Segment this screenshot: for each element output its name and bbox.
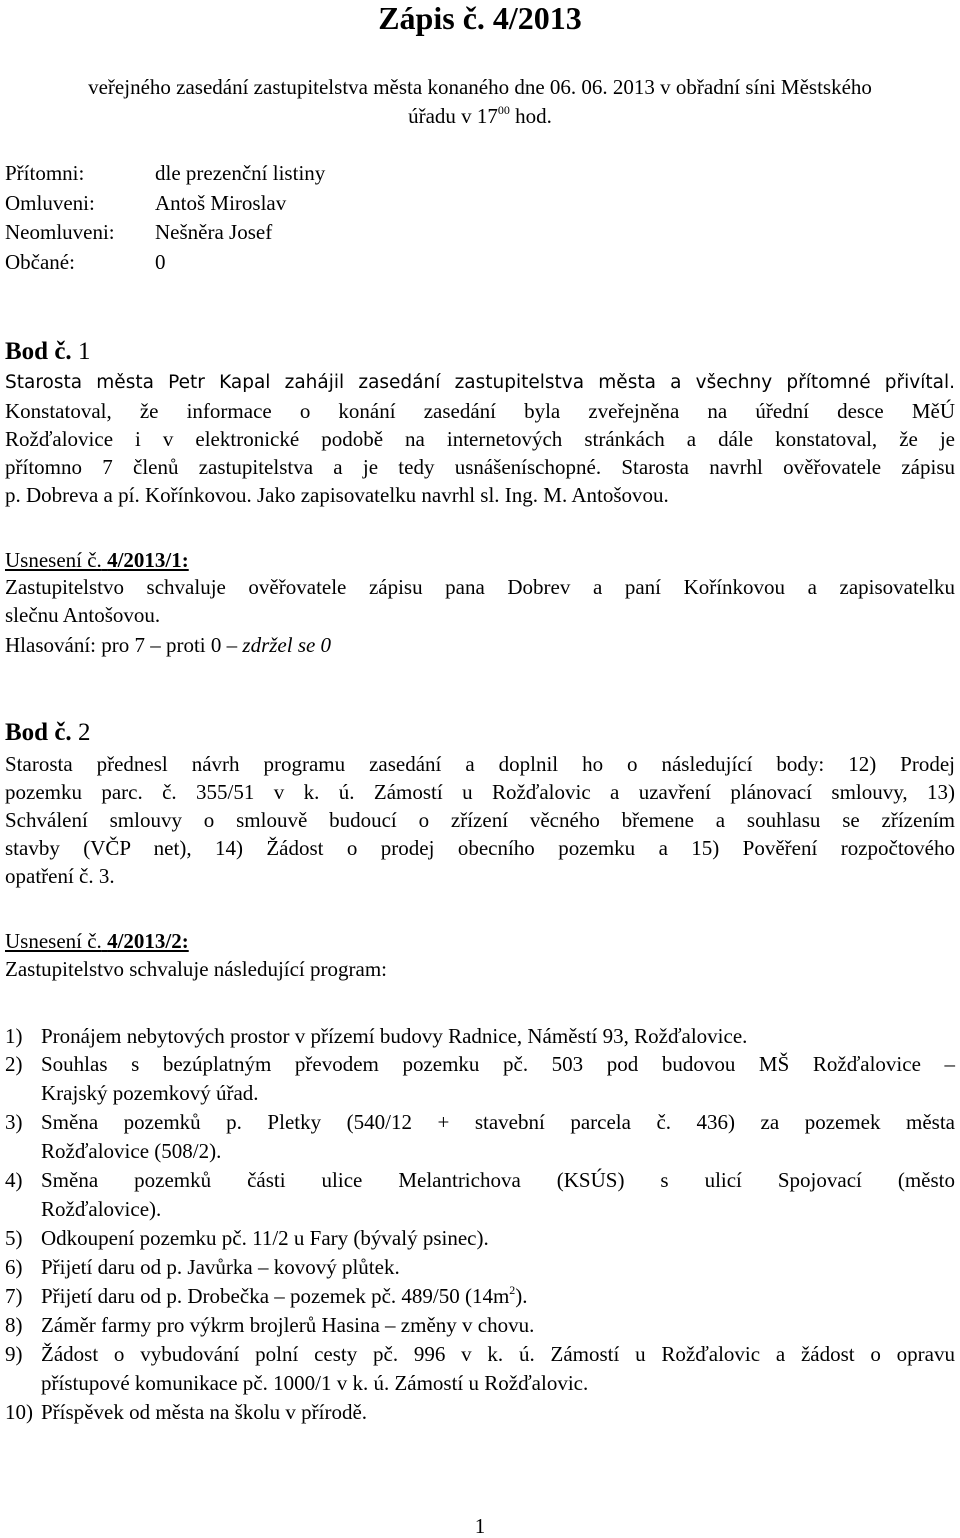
program-item-text: Směna pozemků p. Pletky (540/12 + stavební parcela č. 436) za pozemek města xyxy=(41,1110,955,1134)
resolution-label: Usnesení č. xyxy=(5,548,102,572)
attendance-value: Antoš Miroslav xyxy=(155,191,287,215)
program-item-number: 5) xyxy=(5,1226,23,1250)
program-item-text: Žádost o vybudování polní cesty pč. 996 v k. ú. Zámostí u Rožďalovic a žádost o opravu xyxy=(41,1342,955,1366)
program-item-text: Přijetí daru od p. Javůrka – kovový plůtek. xyxy=(41,1255,400,1279)
section-label: Bod č. xyxy=(5,719,72,746)
time-superscript: 00 xyxy=(497,103,510,117)
attendance-label: Neomluveni: xyxy=(5,220,115,244)
resolution-number: 4/2013/2: xyxy=(107,929,189,953)
program-item-number: 1) xyxy=(5,1024,23,1048)
paragraph-line: pozemku parc. č. 355/51 v k. ú. Zámostí u Rožďalovic a uzavření plánovací smlouvy, 13) xyxy=(5,780,955,804)
resolution-1-text xyxy=(5,573,955,629)
attendance-row xyxy=(5,159,325,188)
attendance-row xyxy=(5,218,272,247)
paragraph-line: opatření č. 3. xyxy=(5,864,115,888)
program-item-text: Záměr farmy pro výkrm brojlerů Hasina – změny v chovu. xyxy=(41,1313,535,1337)
program-item-text: Příspěvek od města na školu v přírodě. xyxy=(41,1400,368,1424)
attendance-row xyxy=(5,248,166,277)
program-item-text: Souhlas s bezúplatným převodem pozemku pč. 503 pod budovou MŠ Rožďalovice – xyxy=(41,1052,955,1076)
program-item-text: přístupové komunikace pč. 1000/1 v k. ú. Zámostí u Rožďalovic. xyxy=(41,1371,589,1395)
program-item-number: 8) xyxy=(5,1313,23,1337)
program-item-text: Pronájem nebytových prostor v přízemí budovy Radnice, Náměstí 93, Rožďalovice. xyxy=(41,1024,748,1048)
resolution-label: Usnesení č. xyxy=(5,929,102,953)
bod-2-paragraph xyxy=(5,750,955,890)
paragraph-line: Rožďalovice i v elektronické podobě na internetových stránkách a dále konstatoval, že je xyxy=(5,427,955,451)
program-item-number: 4) xyxy=(5,1168,23,1192)
program-item-number: 6) xyxy=(5,1255,23,1279)
program-item-number: 10) xyxy=(5,1400,33,1424)
paragraph-line: přítomno 7 členů zastupitelstva a je tedy usnášeníschopné. Starosta navrhl ověřovatele zápisu xyxy=(5,455,955,479)
program-item-text: Krajský pozemkový úřad. xyxy=(41,1081,259,1105)
resolution-line: Zastupitelstvo schvaluje ověřovatele zápisu pana Dobrev a paní Kořínkovou a zapisovatelku xyxy=(5,575,955,599)
paragraph-line: stavby (VČP net), 14) Žádost o prodej obecního pozemku a 15) Pověření rozpočtového xyxy=(5,836,955,860)
paragraph-line: p. Dobreva a pí. Kořínkovou. Jako zapisovatelku navrhl sl. Ing. M. Antošovou. xyxy=(5,483,669,507)
program-item-number: 9) xyxy=(5,1342,23,1366)
vote-counts: Hlasování: pro 7 – proti 0 – xyxy=(5,633,243,657)
attendance-value: Nešněra Josef xyxy=(155,220,273,244)
squared-superscript: 2 xyxy=(509,1283,516,1297)
program-item-text-start: Přijetí daru od p. Drobečka – pozemek pč. 489/50 (14m xyxy=(41,1284,510,1308)
subtitle-line-1: veřejného zasedání zastupitelstva města konaného dne 06. 06. 2013 v obřadní síni Městského xyxy=(88,75,872,99)
resolution-heading-2 xyxy=(5,927,189,955)
program-item-number: 7) xyxy=(5,1284,23,1308)
program-item-text: Rožďalovice). xyxy=(41,1197,162,1221)
meeting-subtitle xyxy=(6,73,954,131)
program-item-number: 2) xyxy=(5,1052,23,1076)
section-heading-bod-1 xyxy=(5,337,90,367)
program-item-text-end: ). xyxy=(515,1284,528,1308)
page-number: 1 xyxy=(474,1514,486,1538)
attendance-value: 0 xyxy=(155,250,166,274)
vote-abstain: zdržel se 0 xyxy=(242,633,332,657)
section-label: Bod č. xyxy=(5,338,72,365)
attendance-label: Přítomni: xyxy=(5,161,85,185)
paragraph-line: Schválení smlouvy o smlouvě budoucí o zřízení věcného břemene a souhlasu se zřízením xyxy=(5,808,955,832)
vote-result xyxy=(5,631,331,659)
subtitle-line-2-start: úřadu v 17 xyxy=(408,104,498,128)
program-item-text: Směna pozemků části ulice Melantrichova (KSÚS) s ulicí Spojovací (město xyxy=(41,1168,955,1192)
paragraph-line: Starosta města Petr Kapal zahájil zasedání zastupitelstva města a všechny přítomné přivítal. xyxy=(5,372,955,393)
attendance-label: Občané: xyxy=(5,250,75,274)
resolution-number: 4/2013/1: xyxy=(107,548,189,572)
program-item-text: Odkoupení pozemku pč. 11/2 u Fary (bývalý psinec). xyxy=(41,1226,489,1250)
attendance-row xyxy=(5,189,286,218)
attendance-value: dle prezenční listiny xyxy=(155,161,326,185)
resolution-line: slečnu Antošovou. xyxy=(5,603,161,627)
program-item-text: Rožďalovice (508/2). xyxy=(41,1139,222,1163)
paragraph-line: Starosta přednesl návrh programu zasedání a doplnil ho o následující body: 12) Prodej xyxy=(5,752,955,776)
resolution-2-text: Zastupitelstvo schvaluje následující program: xyxy=(5,957,387,981)
section-heading-bod-2 xyxy=(5,718,90,748)
resolution-heading-1 xyxy=(5,546,189,574)
document-title: Zápis č. 4/2013 xyxy=(378,0,582,36)
subtitle-line-2-end: hod. xyxy=(509,104,552,128)
attendance-label: Omluveni: xyxy=(5,191,95,215)
program-item-text xyxy=(41,1282,955,1311)
bod-1-paragraph xyxy=(5,369,955,509)
section-number: 1 xyxy=(77,338,91,365)
paragraph-line: Konstatoval, že informace o konání zasedání byla zveřejněna na úřední desce MěÚ xyxy=(5,399,955,423)
program-item-number: 3) xyxy=(5,1110,23,1134)
section-number: 2 xyxy=(77,719,91,746)
